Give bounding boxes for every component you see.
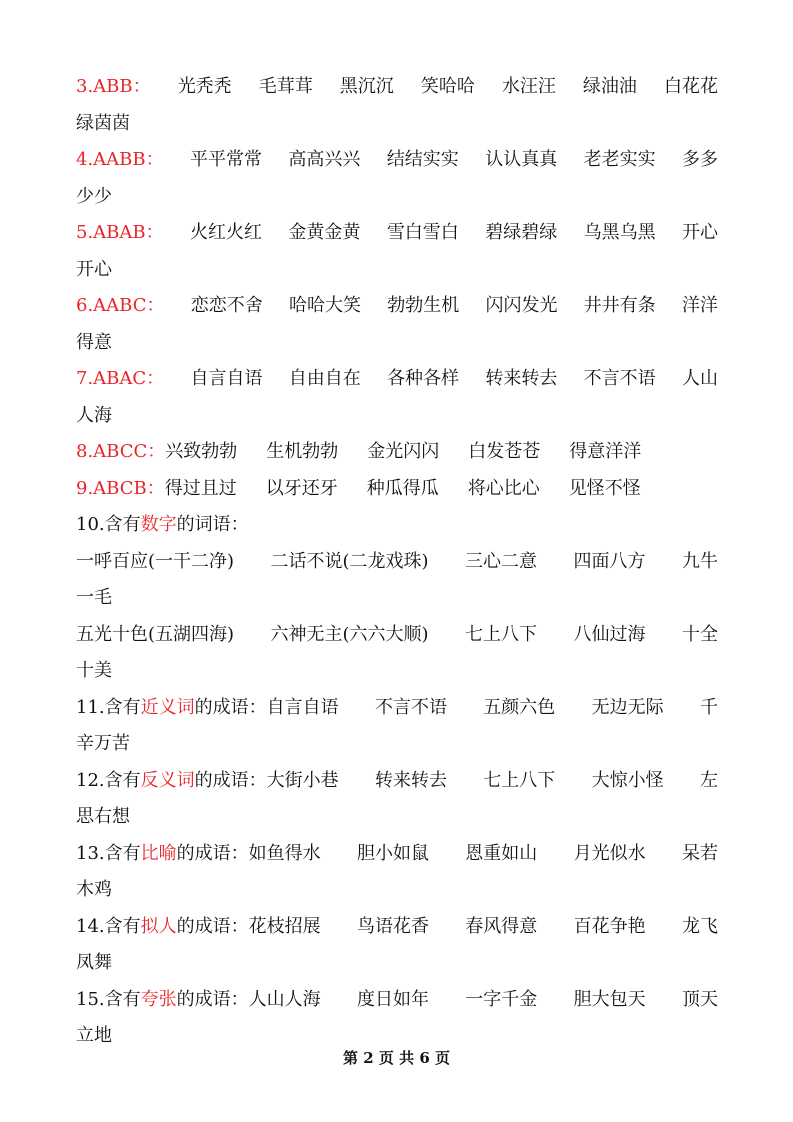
section-heading bbox=[76, 690, 339, 727]
entry-line bbox=[76, 434, 718, 471]
word: 洋洋 bbox=[681, 295, 718, 316]
word: 开心 bbox=[681, 222, 718, 243]
word: 自由自在 bbox=[288, 368, 361, 389]
heading-prefix: 10.含有 bbox=[76, 514, 141, 535]
word: 白发苍苍 bbox=[468, 441, 541, 462]
section-heading bbox=[76, 909, 321, 946]
entry-antonyms bbox=[76, 763, 718, 836]
word: 种瓜得瓜 bbox=[366, 477, 439, 499]
section-heading bbox=[76, 507, 718, 544]
word: 千 bbox=[699, 696, 718, 718]
word: 毛茸茸 bbox=[258, 76, 313, 97]
word: 乌黑乌黑 bbox=[583, 222, 656, 243]
entry-aabc bbox=[76, 288, 718, 361]
word: 转来转去 bbox=[374, 769, 447, 791]
entry-abab bbox=[76, 215, 718, 288]
word: 转来转去 bbox=[485, 368, 558, 389]
entry-line bbox=[76, 215, 718, 252]
entry-line bbox=[76, 836, 718, 873]
entry-exaggeration bbox=[76, 982, 718, 1055]
word: 各种各样 bbox=[387, 368, 460, 389]
pattern-label: 8.ABCC： bbox=[76, 441, 166, 462]
word: 七上八下 bbox=[483, 769, 556, 791]
word: 呆若 bbox=[681, 842, 718, 864]
entry-line bbox=[76, 69, 718, 106]
word: 水汪汪 bbox=[501, 76, 556, 97]
word-wrap: 凤舞 bbox=[76, 952, 112, 973]
entry-line bbox=[76, 471, 718, 508]
section-heading bbox=[76, 982, 321, 1019]
word: 人山人海 bbox=[248, 988, 321, 1010]
word: 九牛 bbox=[681, 550, 718, 572]
word: 哈哈大笑 bbox=[288, 295, 361, 316]
word: 兴致勃勃 bbox=[165, 441, 238, 462]
word: 老老实实 bbox=[583, 149, 656, 170]
entry-abac bbox=[76, 361, 718, 434]
word-wrap: 一毛 bbox=[76, 587, 112, 608]
word: 百花争艳 bbox=[573, 915, 646, 937]
word: 八仙过海 bbox=[573, 623, 646, 645]
entry-abcb bbox=[76, 471, 718, 508]
word: 鸟语花香 bbox=[356, 915, 429, 937]
word: 如鱼得水 bbox=[248, 842, 321, 864]
entry-numbers bbox=[76, 507, 718, 690]
word: 一字千金 bbox=[465, 988, 538, 1010]
heading-suffix: 的成语： bbox=[176, 988, 249, 1010]
pattern-label: 5.ABAB： bbox=[76, 222, 164, 243]
word-wrap: 开心 bbox=[76, 258, 112, 280]
document-body bbox=[76, 69, 718, 1055]
word: 见怪不怪 bbox=[568, 477, 641, 499]
heading-suffix: 的成语： bbox=[176, 915, 249, 937]
word: 胆大包天 bbox=[573, 988, 646, 1010]
word: 笑哈哈 bbox=[420, 76, 475, 97]
word-wrap: 少少 bbox=[76, 185, 112, 207]
word: 平平常常 bbox=[190, 149, 263, 170]
section-heading bbox=[76, 836, 321, 873]
word: 度日如年 bbox=[356, 988, 429, 1010]
entry-line bbox=[76, 361, 718, 398]
word: 无边无际 bbox=[591, 696, 664, 718]
word: 多多 bbox=[681, 149, 718, 170]
word: 大街小巷 bbox=[266, 769, 339, 791]
word: 得意洋洋 bbox=[569, 441, 642, 462]
word: 人山 bbox=[681, 368, 718, 389]
word: 以牙还牙 bbox=[265, 477, 338, 499]
word: 花枝招展 bbox=[248, 915, 321, 937]
word-wrap: 立地 bbox=[76, 1025, 112, 1046]
word: 高高兴兴 bbox=[288, 149, 361, 170]
heading-suffix: 的成语： bbox=[194, 769, 267, 791]
word: 不言不语 bbox=[583, 368, 656, 389]
word: 自言自语 bbox=[266, 696, 339, 718]
word: 认认真真 bbox=[485, 149, 558, 170]
heading-keyword: 反义词 bbox=[140, 769, 195, 791]
word: 光秃秃 bbox=[177, 76, 232, 97]
word: 火红火红 bbox=[190, 222, 263, 243]
word: 三心二意 bbox=[465, 550, 538, 572]
word-wrap: 人海 bbox=[76, 404, 112, 426]
word: 结结实实 bbox=[386, 149, 459, 170]
word: 自言自语 bbox=[190, 368, 263, 389]
word: 井井有条 bbox=[583, 295, 656, 316]
heading-suffix: 的词语： bbox=[176, 514, 249, 535]
word: 十全 bbox=[681, 623, 718, 645]
heading-keyword: 比喻 bbox=[140, 842, 177, 864]
word: 生机勃勃 bbox=[266, 441, 339, 462]
heading-prefix: 15.含有 bbox=[76, 988, 141, 1010]
current-page-number: 2 bbox=[363, 1049, 374, 1067]
word: 恋恋不舍 bbox=[190, 295, 263, 316]
word: 勃勃生机 bbox=[387, 295, 460, 316]
word: 金黄金黄 bbox=[288, 222, 361, 243]
entry-line bbox=[76, 288, 718, 325]
word: 顶天 bbox=[681, 988, 718, 1010]
entry-line bbox=[76, 690, 718, 727]
pattern-label: 6.AABC： bbox=[76, 295, 165, 316]
word-wrap: 思右想 bbox=[76, 806, 130, 827]
section-heading bbox=[76, 763, 339, 800]
word: 胆小如鼠 bbox=[356, 842, 429, 864]
word: 绿油油 bbox=[582, 76, 637, 97]
word: 五光十色(五湖四海) bbox=[76, 623, 235, 645]
word: 四面八方 bbox=[573, 550, 646, 572]
word-wrap: 十美 bbox=[76, 660, 112, 681]
footer-prefix: 第 bbox=[342, 1049, 358, 1067]
heading-prefix: 14.含有 bbox=[76, 915, 141, 937]
word: 黑沉沉 bbox=[339, 76, 394, 97]
word-wrap: 绿茵茵 bbox=[76, 112, 130, 134]
heading-keyword: 拟人 bbox=[140, 915, 177, 937]
entry-synonyms bbox=[76, 690, 718, 763]
entry-line bbox=[76, 982, 718, 1019]
word: 白花花 bbox=[663, 76, 718, 97]
heading-prefix: 12.含有 bbox=[76, 769, 141, 791]
page-footer bbox=[0, 1047, 793, 1068]
entry-aabb bbox=[76, 142, 718, 215]
entry-line bbox=[76, 142, 718, 179]
heading-suffix: 的成语： bbox=[176, 842, 249, 864]
word: 六神无主(六六大顺) bbox=[270, 623, 429, 645]
entry-line bbox=[76, 763, 718, 800]
word: 碧绿碧绿 bbox=[485, 222, 558, 243]
heading-keyword: 夸张 bbox=[140, 988, 177, 1010]
word: 五颜六色 bbox=[483, 696, 556, 718]
word: 金光闪闪 bbox=[367, 441, 440, 462]
word: 雪白雪白 bbox=[386, 222, 459, 243]
word: 恩重如山 bbox=[465, 842, 538, 864]
total-page-number: 6 bbox=[419, 1049, 430, 1067]
pattern-label: 9.ABCB： bbox=[76, 477, 165, 499]
entry-abcc bbox=[76, 434, 718, 471]
pattern-label: 4.AABB： bbox=[76, 149, 164, 170]
word: 一呼百应(一干二净) bbox=[76, 550, 235, 572]
footer-middle: 页 共 bbox=[378, 1049, 415, 1067]
footer-suffix: 页 bbox=[435, 1049, 451, 1067]
entry-line bbox=[76, 617, 718, 654]
word-wrap: 辛万苦 bbox=[76, 733, 130, 754]
heading-suffix: 的成语： bbox=[194, 696, 267, 718]
heading-prefix: 11.含有 bbox=[76, 696, 141, 718]
heading-keyword: 近义词 bbox=[140, 696, 195, 718]
word-wrap: 得意 bbox=[76, 331, 112, 353]
word: 大惊小怪 bbox=[591, 769, 664, 791]
word: 二话不说(二龙戏珠) bbox=[270, 550, 429, 572]
entry-abb bbox=[76, 69, 718, 142]
word: 月光似水 bbox=[573, 842, 646, 864]
entry-line bbox=[76, 909, 718, 946]
entry-personification bbox=[76, 909, 718, 982]
word: 得过且过 bbox=[164, 477, 237, 499]
word: 不言不语 bbox=[374, 696, 447, 718]
word: 龙飞 bbox=[681, 915, 718, 937]
word: 闪闪发光 bbox=[485, 295, 558, 316]
pattern-label: 7.ABAC： bbox=[76, 368, 165, 389]
entry-metaphor bbox=[76, 836, 718, 909]
word-wrap: 木鸡 bbox=[76, 879, 112, 900]
heading-keyword: 数字 bbox=[140, 514, 177, 535]
word: 七上八下 bbox=[465, 623, 538, 645]
heading-prefix: 13.含有 bbox=[76, 842, 141, 864]
word: 春风得意 bbox=[465, 915, 538, 937]
entry-line bbox=[76, 544, 718, 581]
word: 左 bbox=[699, 769, 718, 791]
pattern-label: 3.ABB： bbox=[76, 76, 151, 97]
word: 将心比心 bbox=[467, 477, 540, 499]
